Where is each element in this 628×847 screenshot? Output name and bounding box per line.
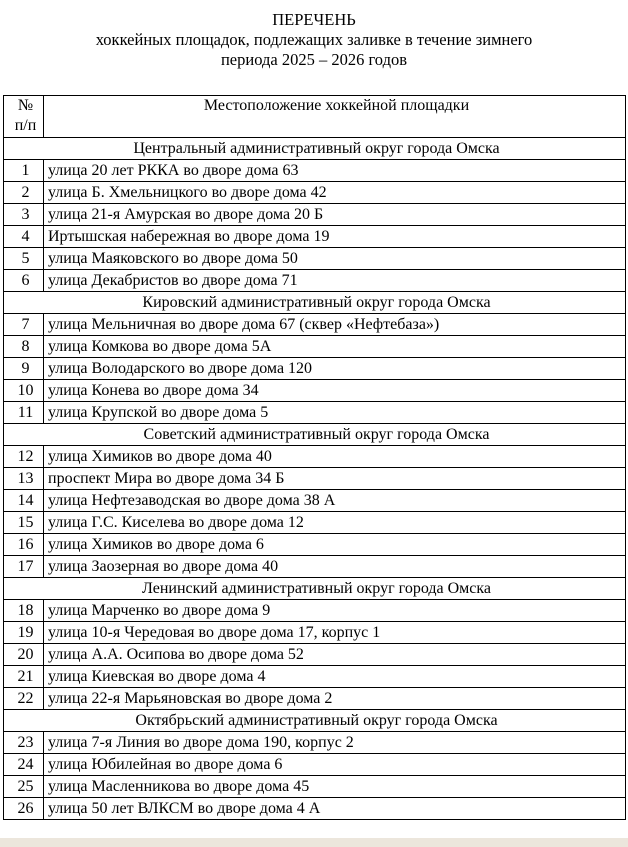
table-row [4, 512, 626, 534]
column-header-number [4, 96, 44, 138]
row-number: 14 [4, 490, 44, 512]
table-row [4, 182, 626, 204]
row-location: улица 50 лет ВЛКСМ во дворе дома 4 А [44, 798, 626, 820]
district-name: Октябрьский административный округ города Омска [4, 710, 626, 732]
row-location: улица Крупской во дворе дома 5 [44, 402, 626, 424]
table-body [4, 138, 626, 820]
row-location: улица А.А. Осипова во дворе дома 52 [44, 644, 626, 666]
row-location: улица Киевская во дворе дома 4 [44, 666, 626, 688]
row-number: 12 [4, 446, 44, 468]
row-number: 19 [4, 622, 44, 644]
row-number: 6 [4, 270, 44, 292]
row-number: 26 [4, 798, 44, 820]
row-location: улица Володарского во дворе дома 120 [44, 358, 626, 380]
row-location: улица Б. Хмельницкого во дворе дома 42 [44, 182, 626, 204]
row-number: 8 [4, 336, 44, 358]
table-row [4, 204, 626, 226]
row-location: улица Декабристов во дворе дома 71 [44, 270, 626, 292]
row-location: Иртышская набережная во дворе дома 19 [44, 226, 626, 248]
row-number: 3 [4, 204, 44, 226]
row-location: улица Г.С. Киселева во дворе дома 12 [44, 512, 626, 534]
table-row [4, 754, 626, 776]
row-number: 15 [4, 512, 44, 534]
district-header-row [4, 424, 626, 446]
table-row [4, 336, 626, 358]
row-number: 2 [4, 182, 44, 204]
table-row [4, 226, 626, 248]
table-row [4, 556, 626, 578]
row-number: 4 [4, 226, 44, 248]
row-location: улица 22-я Марьяновская во дворе дома 2 [44, 688, 626, 710]
table-row [4, 270, 626, 292]
table-row [4, 358, 626, 380]
document-subtitle-line-2: периода 2025 – 2026 годов [220, 50, 408, 69]
district-header-row [4, 138, 626, 160]
table-row [4, 732, 626, 754]
district-name: Центральный административный округ города Омска [4, 138, 626, 160]
row-number: 5 [4, 248, 44, 270]
document-title: ПЕРЕЧЕНЬ [272, 10, 356, 29]
row-location: улица Конева во дворе дома 34 [44, 380, 626, 402]
district-header-row [4, 578, 626, 600]
row-location: улица Химиков во дворе дома 40 [44, 446, 626, 468]
row-number: 21 [4, 666, 44, 688]
district-name: Ленинский административный округ города Омска [4, 578, 626, 600]
row-location: улица Комкова во дворе дома 5А [44, 336, 626, 358]
row-location: улица Масленникова во дворе дома 45 [44, 776, 626, 798]
row-number: 25 [4, 776, 44, 798]
table-row [4, 160, 626, 182]
district-name: Советский административный округ города Омска [4, 424, 626, 446]
column-header-location: Местоположение хоккейной площадки [44, 96, 626, 138]
row-number: 10 [4, 380, 44, 402]
row-number: 11 [4, 402, 44, 424]
table-row [4, 688, 626, 710]
row-number: 9 [4, 358, 44, 380]
table-row [4, 644, 626, 666]
district-header-row [4, 292, 626, 314]
row-number: 18 [4, 600, 44, 622]
row-location: улица 10-я Чередовая во дворе дома 17, корпус 1 [44, 622, 626, 644]
district-header-row [4, 710, 626, 732]
table-row [4, 248, 626, 270]
row-location: улица Мельничная во дворе дома 67 (сквер «Нефтебаза») [44, 314, 626, 336]
row-location: улица Маяковского во дворе дома 50 [44, 248, 626, 270]
row-location: улица Химиков во дворе дома 6 [44, 534, 626, 556]
row-number: 7 [4, 314, 44, 336]
table-row [4, 468, 626, 490]
district-name: Кировский административный округ города Омска [4, 292, 626, 314]
table-row [4, 490, 626, 512]
document-header [0, 10, 628, 70]
row-number: 20 [4, 644, 44, 666]
row-number: 13 [4, 468, 44, 490]
table-row [4, 622, 626, 644]
table-row [4, 776, 626, 798]
row-number: 16 [4, 534, 44, 556]
row-location: улица Марченко во дворе дома 9 [44, 600, 626, 622]
row-number: 17 [4, 556, 44, 578]
row-location: улица 20 лет РККА во дворе дома 63 [44, 160, 626, 182]
table-row [4, 402, 626, 424]
row-location: улица Заозерная во дворе дома 40 [44, 556, 626, 578]
column-header-number-line-2: п/п [14, 117, 37, 134]
table-row [4, 534, 626, 556]
row-location: проспект Мира во дворе дома 34 Б [44, 468, 626, 490]
row-location: улица Юбилейная во дворе дома 6 [44, 754, 626, 776]
row-location: улица 7-я Линия во дворе дома 190, корпус 2 [44, 732, 626, 754]
row-number: 22 [4, 688, 44, 710]
table-row [4, 798, 626, 820]
row-number: 1 [4, 160, 44, 182]
table-row [4, 600, 626, 622]
row-location: улица Нефтезаводская во дворе дома 38 А [44, 490, 626, 512]
hockey-rinks-table [3, 95, 626, 820]
table-header-row [4, 96, 626, 138]
row-number: 24 [4, 754, 44, 776]
table-row [4, 314, 626, 336]
column-header-number-line-1: № [17, 97, 34, 114]
table-row [4, 380, 626, 402]
row-number: 23 [4, 732, 44, 754]
table-row [4, 446, 626, 468]
page-bottom-edge [0, 838, 628, 847]
document-subtitle-line-1: хоккейных площадок, подлежащих заливке в течение зимнего [95, 30, 533, 49]
table-row [4, 666, 626, 688]
row-location: улица 21-я Амурская во дворе дома 20 Б [44, 204, 626, 226]
